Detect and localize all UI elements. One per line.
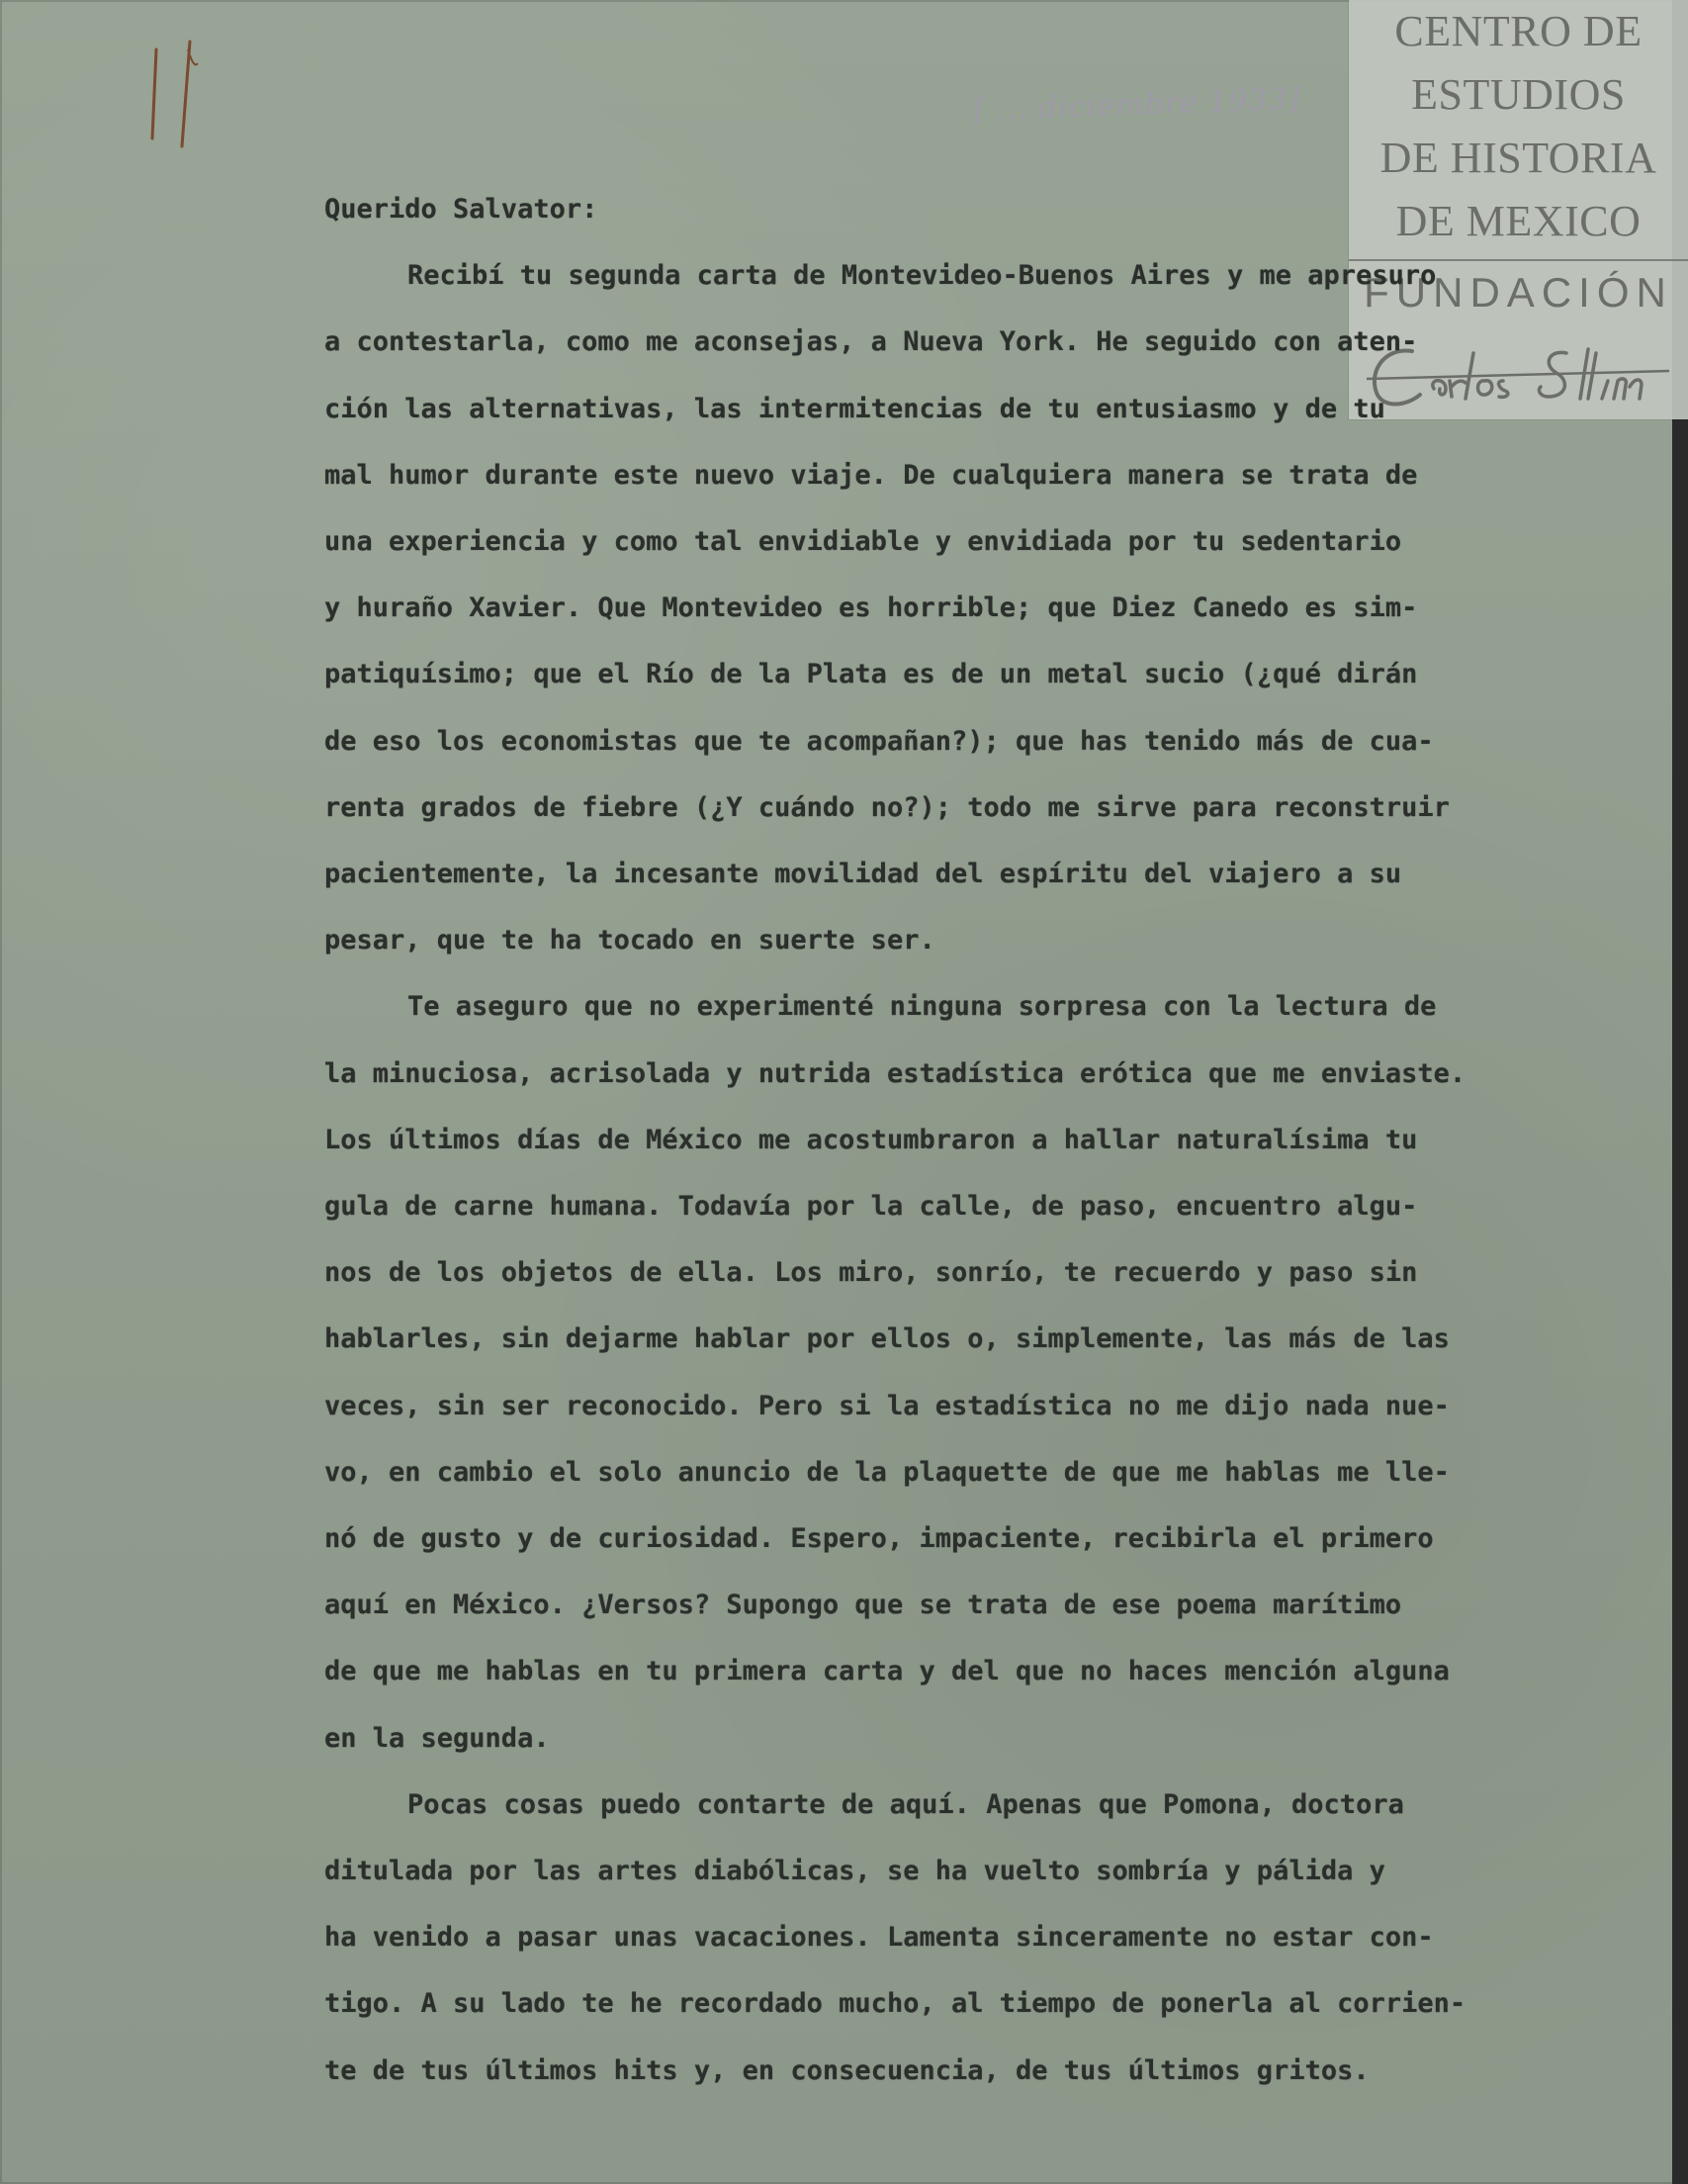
text-line: veces, sin ser reconocido. Pero si la estadística no me dijo nada nue- (324, 1390, 1450, 1421)
text-line: nó de gusto y de curiosidad. Espero, impaciente, recibirla el primero (324, 1523, 1434, 1555)
text-line: renta grados de fiebre (¿Y cuándo no?); todo me sirve para reconstruir (324, 791, 1450, 823)
text-line: ditulada por las artes diabólicas, se ha vuelto sombría y pálida y (324, 1856, 1385, 1887)
text-line: patiquísimo; que el Río de la Plata es de un metal sucio (¿qué dirán (324, 659, 1418, 690)
text-line: Los últimos días de México me acostumbraron a hallar naturalísima tu (324, 1124, 1418, 1155)
text-line: y huraño Xavier. Que Montevideo es horrible; que Diez Canedo es sim- (324, 592, 1418, 624)
text-line: nos de los objetos de ella. Los miro, sonrío, te recuerdo y paso sin (324, 1257, 1418, 1289)
salutation: Querido Salvator: (324, 194, 598, 225)
stamp-line-2: ESTUDIOS (1411, 70, 1626, 119)
paragraph-1 (324, 242, 1511, 973)
text-line: pacientemente, la incesante movilidad del espíritu del viajero a su (324, 859, 1402, 890)
text-line: vo, en cambio el solo anuncio de la plaquette de que me hablas me lle- (324, 1456, 1450, 1488)
stamp-fundacion: FUNDACIÓN (1364, 269, 1673, 316)
text-line: ción las alternativas, las intermitencias de tu entusiasmo y de tu (324, 393, 1385, 424)
text-line: mal humor durante este nuevo viaje. De cualquiera manera se trata de (324, 459, 1418, 491)
stamp-line-3: DE HISTORIA (1379, 134, 1657, 182)
paragraph-2 (324, 973, 1511, 1771)
text-line: hablarles, sin dejarme hablar por ellos o, simplemente, las más de las (324, 1323, 1450, 1355)
text-line: en la segunda. (324, 1722, 550, 1754)
text-line: gula de carne humana. Todavía por la calle, de paso, encuentro algu- (324, 1191, 1418, 1223)
text-line: a contestarla, como me aconsejas, a Nueva York. He seguido con aten- (324, 326, 1418, 358)
text-line: ha venido a pasar unas vacaciones. Lamenta sinceramente no estar con- (324, 1922, 1434, 1954)
text-line: Recibí tu segunda carta de Montevideo-Buenos Aires y me apresuro (407, 260, 1437, 292)
pencil-date-note: [ ... diciembre 1933] (973, 81, 1301, 129)
text-line: de eso los economistas que te acompañan?); que has tenido más de cua- (324, 725, 1434, 757)
ink-marks-icon (138, 30, 218, 158)
text-line: pesar, que te ha tocado en suerte ser. (324, 925, 935, 956)
text-line: una experiencia y como tal envidiable y envidiada por tu sedentario (324, 526, 1402, 558)
text-line: Te aseguro que no experimenté ninguna sorpresa con la lectura de (407, 991, 1437, 1023)
text-line: la minuciosa, acrisolada y nutrida estadística erótica que me enviaste. (324, 1057, 1466, 1089)
text-line: tigo. A su lado te he recordado mucho, al tiempo de ponerla al corrien- (324, 1988, 1466, 2020)
text-line: aquí en México. ¿Versos? Supongo que se trata de ese poema marítimo (324, 1590, 1402, 1621)
paragraph-3 (324, 1772, 1511, 2104)
text-line: de que me hablas en tu primera carta y del que no haces mención alguna (324, 1656, 1450, 1687)
text-line: Pocas cosas puedo contarte de aquí. Apenas que Pomona, doctora (407, 1788, 1404, 1820)
stamp-line-1: CENTRO DE (1394, 7, 1643, 55)
letter-body (324, 176, 1511, 2104)
text-line: te de tus últimos hits y, en consecuencia, de tus últimos gritos. (324, 2054, 1370, 2086)
stamp-line-4: DE MEXICO (1395, 197, 1642, 245)
